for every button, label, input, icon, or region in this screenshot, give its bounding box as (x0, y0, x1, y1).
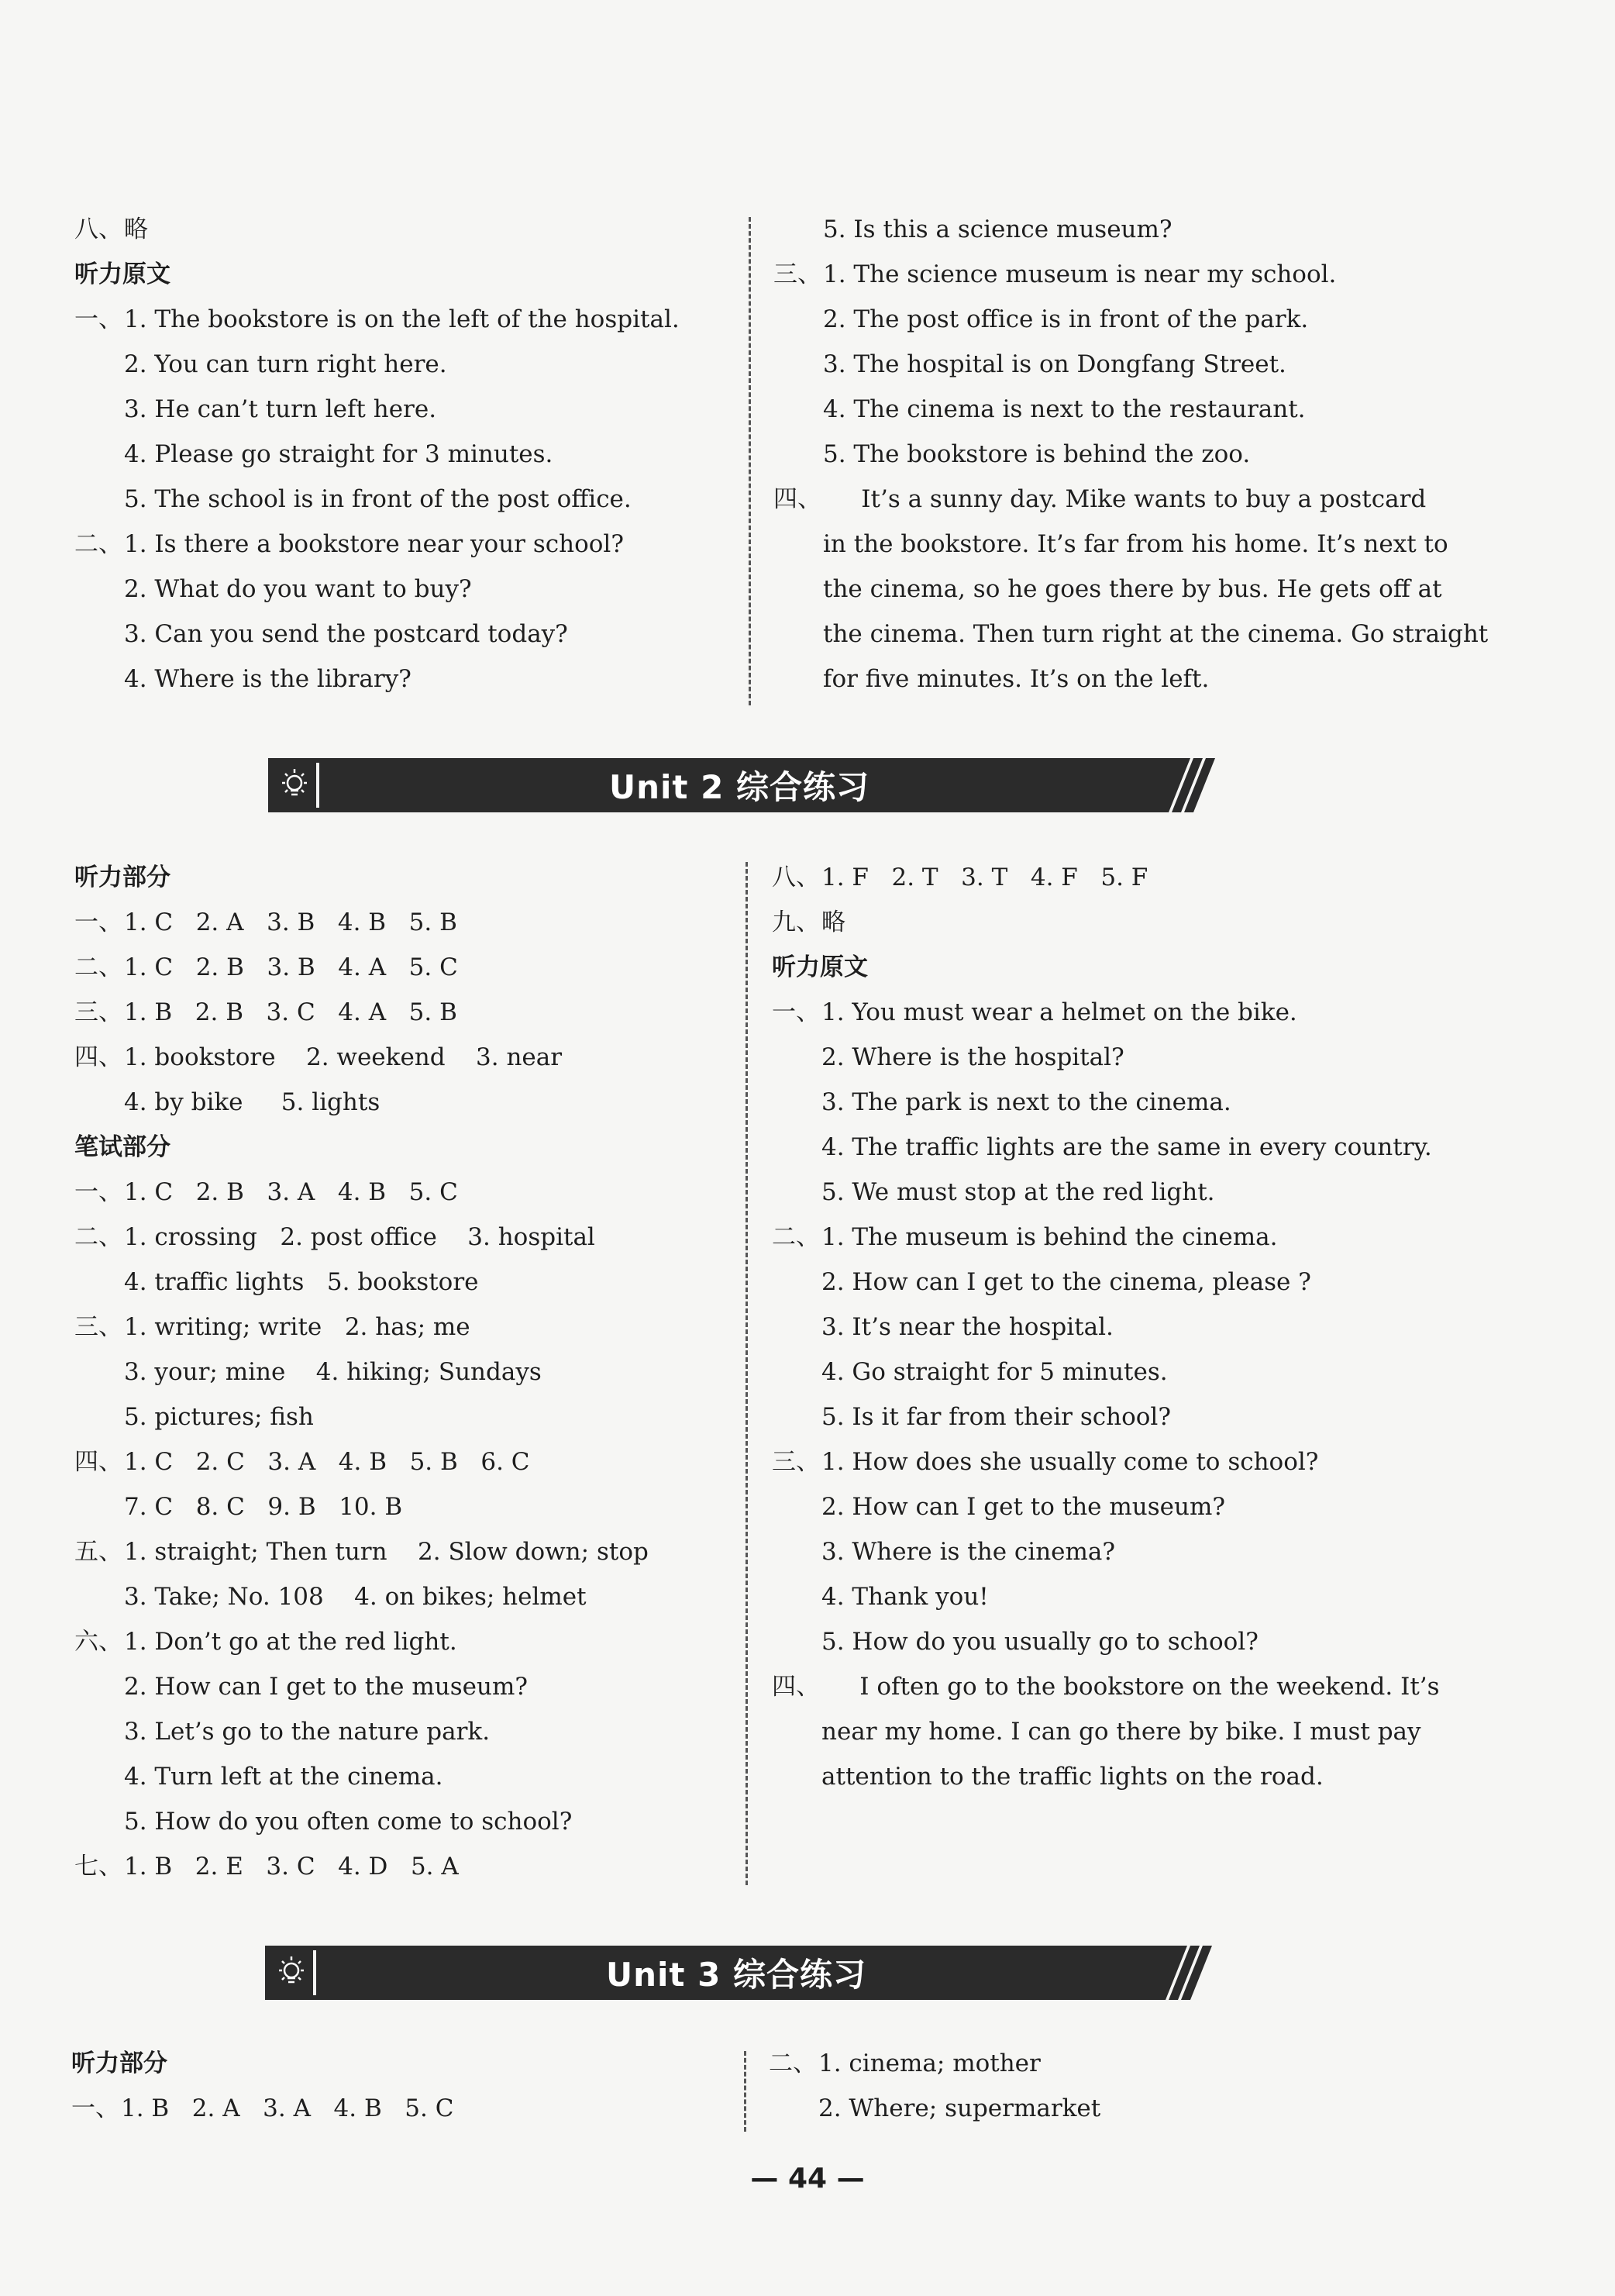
question-number-label: 二、 (772, 1223, 820, 1251)
answer-text: 1. The museum is behind the cinema. (821, 1223, 1278, 1251)
answer-line (74, 211, 148, 248)
answer-text: 4. The cinema is next to the restaurant. (823, 395, 1306, 423)
lightbulb-icon (270, 1950, 316, 1995)
answer-line (772, 1398, 1171, 1436)
answer-text: 听力原文 (772, 953, 868, 981)
answer-line (772, 1129, 1432, 1166)
question-number-label: 三、 (74, 998, 122, 1026)
question-number-label: 二、 (74, 953, 122, 981)
answer-text: 笔试部分 (74, 1133, 170, 1161)
answer-line (772, 1713, 1421, 1750)
answer-text: 1. C 2. B 3. B 4. A 5. C (124, 953, 458, 981)
answer-text: 5. Is it far from their school? (821, 1403, 1171, 1431)
answer-text: 1. The bookstore is on the left of the hospital. (124, 305, 680, 333)
answer-text: 3. Can you send the postcard today? (124, 620, 568, 648)
answer-line (773, 660, 1209, 698)
answer-line (772, 1533, 1115, 1570)
answer-text: 2. You can turn right here. (124, 350, 447, 378)
top-left-column (74, 211, 741, 707)
top-right-column (773, 211, 1548, 707)
answer-line (772, 904, 845, 941)
answer-text: 1. C 2. C 3. A 4. B 5. B 6. C (124, 1448, 530, 1476)
answer-line (74, 1758, 443, 1795)
answer-text: 听力部分 (71, 2050, 167, 2077)
unit3-title: Unit 3 综合练习 (606, 1956, 866, 1994)
answer-line (772, 1174, 1215, 1211)
question-number-label: 七、 (74, 1853, 122, 1881)
answer-line (74, 481, 632, 518)
section-heading (772, 949, 868, 986)
answer-line (769, 2090, 1100, 2127)
answer-text: 听力原文 (74, 260, 170, 288)
unit2-column-divider (746, 862, 748, 1885)
unit2-title: Unit 2 综合练习 (609, 768, 869, 806)
answer-text: 2. How can I get to the cinema, please ? (821, 1268, 1311, 1296)
question-number-label: 一、 (71, 2094, 119, 2122)
unit2-right-column (772, 859, 1547, 1791)
section-heading (74, 1129, 170, 1166)
answer-text: 听力部分 (74, 864, 170, 891)
answer-text: 3. The park is next to the cinema. (821, 1088, 1231, 1116)
answer-text: 1. B 2. E 3. C 4. D 5. A (124, 1853, 459, 1881)
lightbulb-icon (273, 763, 319, 808)
answer-line (769, 2045, 1041, 2082)
answer-text: 2. How can I get to the museum? (821, 1493, 1225, 1521)
answer-line (74, 1084, 380, 1121)
answer-line (772, 1758, 1324, 1795)
answer-line (772, 1443, 1318, 1481)
answer-text: 4. traffic lights 5. bookstore (124, 1268, 479, 1296)
answer-line (772, 859, 1148, 896)
question-number-label: 二、 (74, 530, 122, 558)
answer-line (74, 1174, 458, 1211)
question-number-label: 一、 (74, 305, 122, 333)
question-number-label: 四、 (773, 485, 821, 513)
answer-text: 1. You must wear a helmet on the bike. (821, 998, 1297, 1026)
answer-text: 1. straight; Then turn 2. Slow down; stop (124, 1538, 649, 1566)
answer-line (74, 1533, 649, 1570)
answer-line (772, 1578, 989, 1615)
section-heading (74, 256, 170, 293)
answer-text: 7. C 8. C 9. B 10. B (124, 1493, 403, 1521)
answer-line (773, 436, 1250, 473)
answer-text: 3. Take; No. 108 4. on bikes; helmet (124, 1583, 587, 1611)
answer-text: 2. How can I get to the museum? (124, 1673, 528, 1701)
answer-line (74, 1443, 530, 1481)
section-heading (74, 859, 170, 896)
answer-text: 1. Is there a bookstore near your school? (124, 530, 624, 558)
answer-line (71, 2090, 453, 2127)
question-number-label: 六、 (74, 1628, 122, 1656)
answer-line (772, 994, 1297, 1031)
unit3-right-column (769, 2045, 1544, 2130)
answer-text: 5. We must stop at the red light. (821, 1178, 1215, 1206)
answer-text: 5. pictures; fish (124, 1403, 314, 1431)
question-number-label: 一、 (772, 998, 820, 1026)
answer-line (74, 1219, 595, 1256)
answer-line (772, 1488, 1225, 1525)
answer-text: the cinema. Then turn right at the cinema. Go straight (823, 620, 1489, 648)
answer-line (772, 1084, 1231, 1121)
answer-line (773, 481, 1426, 518)
answer-line (74, 1713, 490, 1750)
answer-line (74, 301, 680, 338)
answer-line (74, 1398, 314, 1436)
question-number-label: 四、 (74, 1448, 122, 1476)
answer-text: 1. writing; write 2. has; me (124, 1313, 470, 1341)
answer-text: 1. B 2. B 3. C 4. A 5. B (124, 998, 457, 1026)
question-number-label: 三、 (74, 1313, 122, 1341)
answer-line (74, 571, 472, 608)
question-number-label: 八、 (772, 864, 820, 891)
answer-line (74, 526, 624, 563)
answer-text: 4. The traffic lights are the same in every country. (821, 1133, 1432, 1161)
question-number-label: 四、 (74, 1043, 122, 1071)
answer-line (773, 615, 1488, 653)
answer-line (773, 571, 1442, 608)
answer-line (74, 346, 447, 383)
answer-text: 1. C 2. A 3. B 4. B 5. B (124, 908, 457, 936)
answer-line (772, 1668, 1440, 1705)
answer-line (74, 1848, 459, 1885)
top-column-divider (749, 217, 751, 705)
page-number: — 44 — (750, 2163, 865, 2194)
answer-line (74, 1803, 572, 1840)
answer-text: 4. Where is the library? (124, 665, 411, 693)
answer-text: attention to the traffic lights on the road. (821, 1763, 1324, 1791)
answer-line (74, 1578, 587, 1615)
answer-text: the cinema, so he goes there by bus. He gets off at (823, 575, 1442, 603)
question-number-label: 八、 (74, 215, 122, 243)
answer-line (773, 391, 1306, 428)
answer-text: 4. Go straight for 5 minutes. (821, 1358, 1168, 1386)
question-number-label: 一、 (74, 908, 122, 936)
answer-line (74, 391, 436, 428)
question-number-label: 九、 (772, 908, 820, 936)
unit2-banner (268, 758, 1229, 812)
answer-text: 2. What do you want to buy? (124, 575, 472, 603)
answer-line (772, 1263, 1311, 1301)
answer-text: near my home. I can go there by bike. I must pay (821, 1718, 1421, 1746)
question-number-label: 四、 (772, 1673, 820, 1701)
answer-line (74, 615, 568, 653)
answer-line (773, 301, 1308, 338)
answer-text: 1. Don’t go at the red light. (124, 1628, 457, 1656)
answer-text: 略 (821, 908, 845, 936)
answer-line (772, 1219, 1277, 1256)
answer-text: 4. Turn left at the cinema. (124, 1763, 443, 1791)
answer-line (773, 526, 1448, 563)
unit3-column-divider (744, 2051, 746, 2132)
answer-text: 3. He can’t turn left here. (124, 395, 437, 423)
answer-line (773, 346, 1286, 383)
answer-text: 5. The bookstore is behind the zoo. (823, 440, 1251, 468)
answer-text: 4. Please go straight for 3 minutes. (124, 440, 553, 468)
answer-text: 3. Let’s go to the nature park. (124, 1718, 491, 1746)
answer-text: I often go to the bookstore on the weekend. It’s (821, 1673, 1440, 1701)
answer-line (74, 994, 457, 1031)
answer-text: 2. The post office is in front of the park. (823, 305, 1309, 333)
answer-line (74, 660, 411, 698)
question-number-label: 二、 (74, 1223, 122, 1251)
unit3-left-column (71, 2045, 738, 2130)
answer-text: 略 (124, 215, 148, 243)
unit2-left-column (74, 859, 741, 1881)
question-number-label: 三、 (772, 1448, 820, 1476)
answer-line (773, 256, 1336, 293)
answer-line (74, 1623, 457, 1660)
answer-line (772, 1308, 1114, 1346)
answer-text: 5. How do you often come to school? (124, 1808, 573, 1836)
answer-text: 2. Where is the hospital? (821, 1043, 1124, 1071)
banner-slash-decoration (1156, 1946, 1226, 2000)
answer-text: 3. your; mine 4. hiking; Sundays (124, 1358, 542, 1386)
answer-text: 1. bookstore 2. weekend 3. near (124, 1043, 563, 1071)
answer-text: 2. Where; supermarket (818, 2094, 1101, 2122)
answer-text: 5. How do you usually go to school? (821, 1628, 1259, 1656)
answer-line (74, 1668, 528, 1705)
question-number-label: 三、 (773, 260, 821, 288)
answer-line (74, 1353, 542, 1391)
answer-line (74, 1488, 402, 1525)
answer-text: It’s a sunny day. Mike wants to buy a postcard (823, 485, 1427, 513)
answer-text: 1. B 2. A 3. A 4. B 5. C (121, 2094, 454, 2122)
answer-text: in the bookstore. It’s far from his home. It’s next to (823, 530, 1448, 558)
answer-text: 1. C 2. B 3. A 4. B 5. C (124, 1178, 458, 1206)
answer-line (772, 1039, 1124, 1076)
answer-text: 3. Where is the cinema? (821, 1538, 1116, 1566)
unit3-banner (265, 1946, 1226, 2000)
answer-text: 3. The hospital is on Dongfang Street. (823, 350, 1286, 378)
answer-text: 1. The science museum is near my school. (823, 260, 1337, 288)
answer-text: 3. It’s near the hospital. (821, 1313, 1114, 1341)
section-heading (71, 2045, 167, 2082)
answer-line (773, 211, 1173, 248)
answer-text: for five minutes. It’s on the left. (823, 665, 1210, 693)
question-number-label: 二、 (769, 2050, 817, 2077)
answer-line (74, 949, 458, 986)
answer-line (74, 436, 553, 473)
answer-text: 4. Thank you! (821, 1583, 989, 1611)
answer-text: 1. F 2. T 3. T 4. F 5. F (821, 864, 1148, 891)
answer-text: 5. Is this a science museum? (823, 215, 1173, 243)
answer-text: 1. crossing 2. post office 3. hospital (124, 1223, 595, 1251)
answer-line (74, 1039, 562, 1076)
answer-line (74, 904, 457, 941)
answer-line (74, 1308, 470, 1346)
banner-slash-decoration (1159, 758, 1229, 812)
question-number-label: 一、 (74, 1178, 122, 1206)
answer-text: 1. How does she usually come to school? (821, 1448, 1319, 1476)
answer-text: 5. The school is in front of the post office. (124, 485, 632, 513)
answer-line (772, 1623, 1259, 1660)
answer-line (772, 1353, 1168, 1391)
answer-text: 1. cinema; mother (818, 2050, 1041, 2077)
question-number-label: 五、 (74, 1538, 122, 1566)
answer-text: 4. by bike 5. lights (124, 1088, 381, 1116)
answer-line (74, 1263, 479, 1301)
